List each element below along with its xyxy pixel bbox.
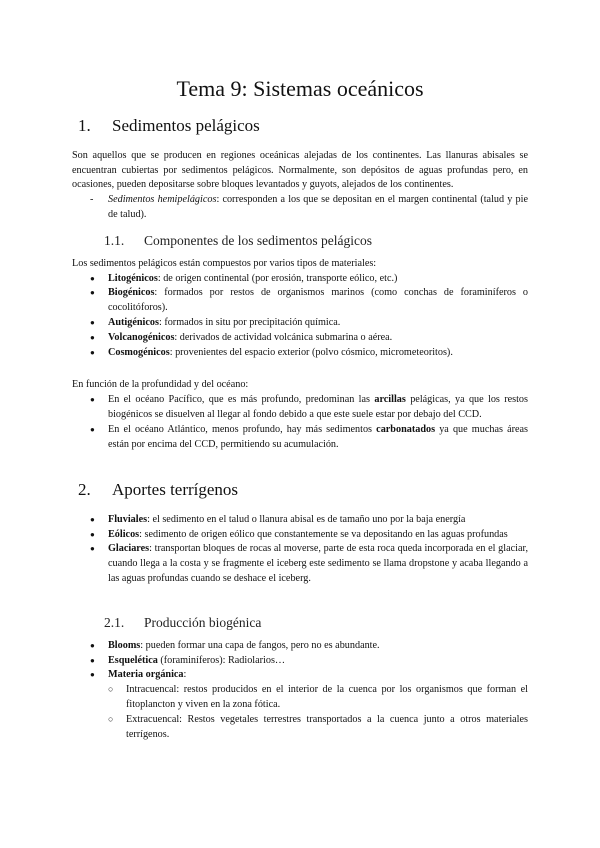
- subsection-number: 2.1.: [104, 614, 125, 630]
- subsection-title: Componentes de los sedimentos pelágicos: [144, 232, 372, 248]
- definition: : formados por restos de organismos marinos (como conchas de foraminíferos o cocolitóforos).: [108, 287, 528, 314]
- term: Fluviales: [108, 513, 148, 525]
- bullet-marker: ●: [90, 318, 95, 328]
- bullet-marker: ●: [90, 273, 95, 283]
- bullet-marker: ●: [90, 332, 95, 342]
- hemipelagic-list: [72, 193, 528, 223]
- list-item: [90, 346, 528, 361]
- bullet-marker: ●: [90, 670, 95, 680]
- organic-matter-sublist: [72, 683, 528, 742]
- section-number: 1.: [78, 116, 91, 136]
- section-1-intro: Son aquellos que se producen en regiones oceánicas alejadas de los continentes. Las llanuras abisales se encuentran cubiertas por sedimentos pelágicos. Normalmente, son depósitos de aguas profundas pero, en ocasiones, pueden depositarse sobre bloques levantados y guyots, alejados de los continentes.: [72, 149, 528, 191]
- list-item: [90, 668, 528, 683]
- circle-marker: ○: [108, 713, 114, 724]
- bullet-marker: ●: [90, 640, 95, 650]
- term: carbonatados: [376, 423, 436, 435]
- biogenic-list: [72, 639, 528, 683]
- bullet-marker: ●: [90, 529, 95, 539]
- document-page: [72, 70, 528, 742]
- section-2-heading: [72, 480, 528, 500]
- page-title: Tema 9: Sistemas oceánicos: [176, 76, 424, 101]
- term: Eólicos: [108, 528, 140, 540]
- term: arcillas: [374, 394, 406, 406]
- definition: : pueden formar una capa de fangos, pero no es abundante.: [140, 639, 380, 651]
- depth-intro: En función de la profundidad y del océano:: [72, 379, 249, 391]
- list-item: ○ Intracuencal: restos producidos en el interior de la cuenca por los organismos que forman el fitoplancton y viven en la zona fótica.: [108, 683, 528, 713]
- section-title: Aportes terrígenos: [112, 480, 239, 500]
- bullet-marker: ●: [90, 514, 95, 524]
- list-item: [90, 331, 528, 346]
- subsection-2-1-heading: [104, 615, 528, 631]
- depth-list: [72, 393, 528, 452]
- bullet-marker: ●: [90, 395, 95, 405]
- list-item: [90, 542, 528, 586]
- section-title: Sedimentos pelágicos: [112, 116, 260, 136]
- list-item: [90, 654, 528, 669]
- list-item: [90, 513, 528, 528]
- definition: : provenientes del espacio exterior (polvo cósmico, micrometeoritos).: [169, 346, 453, 358]
- term: Materia orgánica: [108, 669, 184, 681]
- subsection-number: 1.1.: [104, 232, 125, 248]
- list-item: [90, 316, 528, 331]
- definition: : derivados de actividad volcánica submarina o aérea.: [174, 331, 393, 343]
- definition: : corresponden a los que se depositan en el margen continental (talud y pie de talud).: [108, 194, 528, 220]
- subsection-1-1-heading: [104, 233, 528, 249]
- circle-marker: ○: [108, 684, 114, 695]
- definition: (foraminíferos): Radiolarios…: [157, 654, 286, 666]
- definition: : el sedimento en el talud o llanura abisal es de tamaño uno por la baja energía: [147, 513, 466, 525]
- list-item: [90, 528, 528, 543]
- term: Glaciares: [108, 543, 150, 555]
- bullet-marker: ●: [90, 655, 95, 665]
- definition: : formados in situ por precipitación química.: [158, 317, 341, 329]
- term: Biogénicos: [108, 287, 155, 299]
- term: Sedimentos hemipelágicos: [108, 194, 217, 206]
- list-item: [90, 286, 528, 316]
- list-item: [90, 193, 528, 223]
- section-number: 2.: [78, 480, 91, 500]
- list-item: ○ Extracuencal: Restos vegetales terrestres transportados a la cuenca junto a otros materiales terrígenos.: [108, 713, 528, 743]
- bullet-marker: ●: [90, 347, 95, 357]
- term: Esquelética: [108, 654, 158, 666]
- definition: :: [183, 669, 187, 681]
- term: Litogénicos: [108, 272, 158, 284]
- definition: : de origen continental (por erosión, transporte eólico, etc.): [157, 272, 398, 284]
- bullet-marker: ●: [90, 424, 95, 434]
- list-item: ● En el océano Atlántico, menos profundo, hay más sedimentos carbonatados ya que muchas áreas están por encima del CCD, permitiendo su acumulación.: [90, 423, 528, 453]
- subsection-title: Producción biogénica: [144, 614, 262, 630]
- definition: : sedimento de origen eólico que constantemente se va depositando en las aguas profundas: [139, 528, 508, 540]
- section-1-heading: [72, 116, 528, 136]
- definition: : transportan bloques de rocas al moverse, parte de esta roca queda incorporada en el glaciar, cuando llega a la costa y se fragmente el iceberg este sedimento se llama dropstone y acaba llegando a las aguas profundas cuando se deshace el iceberg.: [108, 543, 528, 584]
- components-list: [72, 272, 528, 361]
- terrigenous-list: [72, 513, 528, 587]
- bullet-marker: ●: [90, 288, 95, 298]
- list-item: [90, 639, 528, 654]
- term: Cosmogénicos: [108, 346, 170, 358]
- components-intro: Los sedimentos pelágicos están compuestos por varios tipos de materiales:: [72, 257, 377, 269]
- list-item: ● En el océano Pacífico, que es más profundo, predominan las arcillas pelágicas, ya que los restos biogénicos se disuelven al llegar al fondo debido a que este suele estar por debajo del CCD.: [90, 393, 528, 423]
- term: Volcanogénicos: [108, 331, 175, 343]
- term: Autigénicos: [108, 317, 159, 329]
- dash-marker: -: [90, 194, 94, 206]
- bullet-marker: ●: [90, 544, 95, 554]
- list-item: [90, 272, 528, 287]
- term: Blooms: [108, 639, 141, 651]
